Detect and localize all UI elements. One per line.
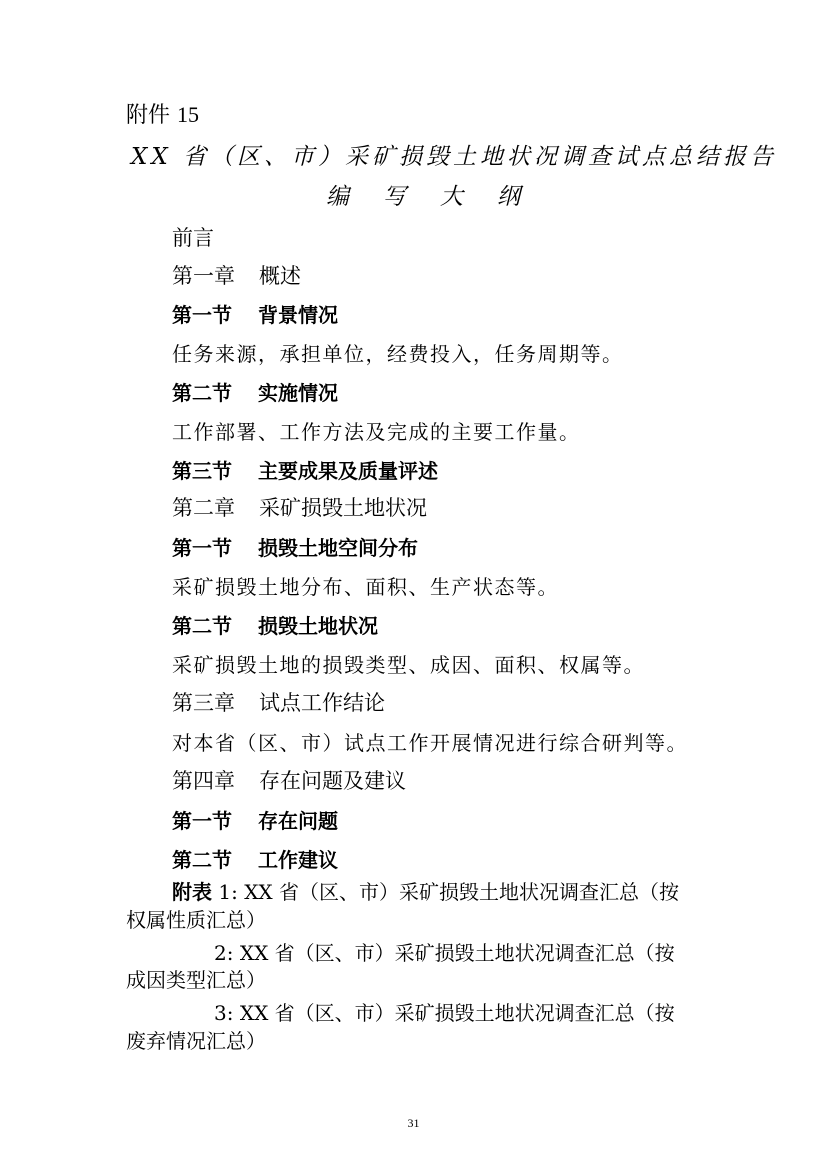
ch2-section-2-heading	[172, 616, 378, 636]
section-title: 实施情况	[258, 381, 338, 405]
ch2-section-1-heading	[172, 538, 418, 558]
appendix-item-number: 2:	[214, 941, 234, 965]
section-label: 第一节	[172, 536, 232, 560]
chapter-4-heading	[172, 771, 406, 792]
ch2-section-1-description: 采矿损毁土地分布、面积、生产状态等。	[172, 575, 559, 599]
appendix-label: 附表	[172, 880, 212, 904]
ch1-section-1-heading	[172, 305, 338, 325]
section-label: 第一节	[172, 809, 232, 833]
chapter-title: 试点工作结论	[259, 691, 385, 715]
chapter-2-heading	[172, 498, 427, 519]
appendix-item-2-line-2: 成因类型汇总）	[126, 968, 266, 992]
ch1-section-2-description: 工作部署、工作方法及完成的主要工作量。	[172, 420, 581, 444]
appendix-item-number: 3:	[214, 1001, 234, 1025]
ch4-section-1-heading	[172, 811, 338, 831]
ch1-section-3-heading	[172, 461, 438, 481]
chapter-3-heading	[172, 693, 385, 714]
chapter-title: 采矿损毁土地状况	[259, 496, 427, 520]
section-title: 主要成果及质量评述	[258, 459, 438, 483]
chapter-title: 概述	[259, 264, 301, 288]
section-label: 第三节	[172, 459, 232, 483]
section-label: 第二节	[172, 381, 232, 405]
section-title: 背景情况	[258, 303, 338, 327]
chapter-label: 第一章	[172, 264, 235, 288]
chapter-label: 第三章	[172, 691, 235, 715]
section-title: 损毁土地状况	[258, 614, 378, 638]
ch1-section-2-heading	[172, 383, 338, 403]
section-title: 存在问题	[258, 809, 338, 833]
section-label: 第一节	[172, 303, 232, 327]
section-label: 第二节	[172, 614, 232, 638]
appendix-item-text: XX 省（区、市）采矿损毁土地状况调查汇总（按	[239, 1001, 675, 1025]
section-title: 工作建议	[258, 848, 338, 872]
ch4-section-2-heading	[172, 850, 338, 870]
chapter-title: 存在问题及建议	[259, 769, 406, 793]
appendix-item-text: XX 省（区、市）采矿损毁土地状况调查汇总（按	[244, 880, 680, 904]
appendix-item-3-line-1	[214, 1003, 702, 1023]
attachment-label	[126, 104, 199, 127]
chapter-label: 第四章	[172, 769, 235, 793]
appendix-item-2-line-1	[214, 943, 702, 963]
attachment-number: 15	[177, 102, 200, 127]
appendix-item-text: XX 省（区、市）采矿损毁土地状况调查汇总（按	[239, 941, 675, 965]
section-title: 损毁土地空间分布	[258, 536, 418, 560]
appendix-item-number: 1:	[218, 880, 238, 904]
section-label: 第二节	[172, 848, 232, 872]
attachment-text: 附件	[126, 103, 171, 128]
chapter-3-description: 对本省（区、市）试点工作开展情况进行综合研判等。	[172, 731, 688, 755]
preface-heading: 前言	[172, 226, 214, 250]
ch1-section-1-description: 任务来源，承担单位，经费投入，任务周期等。	[172, 342, 624, 366]
document-title-line1: XX 省（区、市）采矿损毁土地状况调查试点总结报告	[131, 144, 778, 170]
appendix-item-1-line-1	[172, 882, 702, 902]
chapter-label: 第二章	[172, 496, 235, 520]
ch2-section-2-description: 采矿损毁土地的损毁类型、成因、面积、权属等。	[172, 653, 645, 677]
appendix-item-3-line-2: 废弃情况汇总）	[126, 1029, 266, 1053]
chapter-1-heading	[172, 266, 301, 287]
appendix-item-1-line-2: 权属性质汇总）	[126, 908, 266, 932]
page-number: 31	[407, 1116, 420, 1130]
document-title-line2: 编写大纲	[326, 184, 554, 210]
